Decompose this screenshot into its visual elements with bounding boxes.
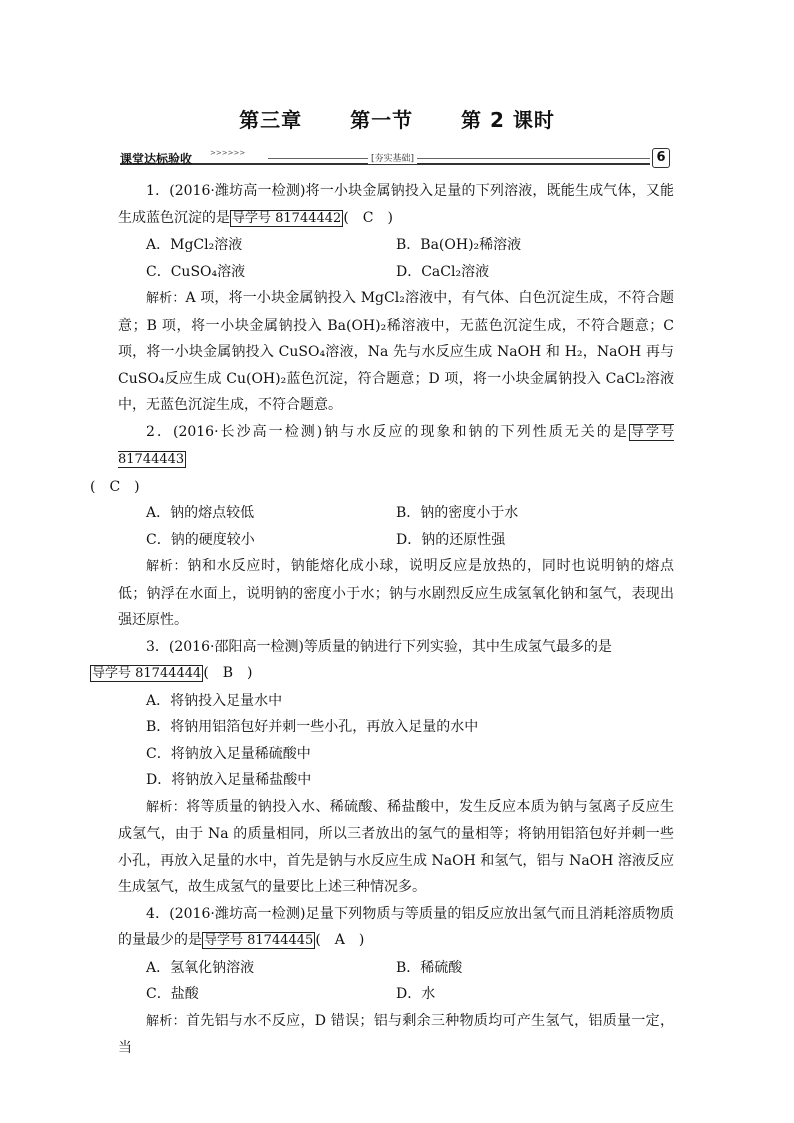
answer: ( B )	[203, 665, 253, 681]
question-stem: 3．(2016·邵阳高一检测)等质量的钠进行下列实验，其中生成氢气最多的是 导学号 81744444 ( B )	[92, 638, 612, 681]
options-row	[118, 500, 674, 527]
question-stem: 1．(2016·潍坊高一检测)将一小块金属钠投入足量的下列溶液，既能生成气体，又能生成蓝色沉淀的是 导学号 81744442 ( C )	[118, 183, 674, 226]
option-a: A．将钠投入足量水中	[146, 692, 283, 709]
section-banner	[118, 148, 672, 170]
analysis-label: 解析：	[146, 291, 186, 306]
analysis-label: 解析：	[146, 559, 188, 574]
analysis: 解析：将等质量的钠投入水、稀硫酸、稀盐酸中，发生反应本质为钠与氢离子反应生成氢气，由于 Na 的质量相同，所以三者放出的氢气的量相等；将钠用铝箔包好并刺一些小孔，再放入足量的水中，首先是钠与水反应生成 NaOH 和氢气，铝与 NaOH 溶液反应生成氢气，故生成氢气的量要比上述三种情况多。	[118, 798, 674, 895]
answer: ( A )	[315, 932, 365, 948]
guide-number-box: 导学号 81744444	[92, 666, 202, 681]
option-d: D．钠的还原性强	[396, 531, 506, 548]
banner-label: 课堂达标验收	[120, 152, 193, 166]
lesson-title: 第 2 课时	[461, 108, 555, 132]
option-b: B．Ba(OH)₂稀溶液	[396, 237, 522, 253]
option-c: C．盐酸	[146, 986, 199, 1002]
analysis: 解析：A 项，将一小块金属钠投入 MgCl₂溶液中，有气体、白色沉淀生成，不符合题意；B 项，将一小块金属钠投入 Ba(OH)₂稀溶液中，无蓝色沉淀生成，不符合题意；C 项，将一小块金属钠投入 CuSO₄溶液，Na 先与水反应生成 NaOH 和 H₂，NaOH 再与 CuSO₄反应生成 Cu(OH)₂蓝色沉淀，符合题意；D 项，将一小块金属钠投入 CaCl₂溶液中，无蓝色沉淀生成，不符合题意。	[118, 290, 674, 413]
options-row	[118, 955, 674, 982]
option-a: A．钠的熔点较低	[146, 505, 255, 521]
banner-count-badge: 6	[652, 148, 670, 168]
question-2	[90, 419, 674, 634]
banner-arrows: >>>>>>	[210, 149, 246, 157]
option-c: C．将钠放入足量稀硫酸中	[146, 745, 311, 762]
option-d: D．水	[396, 986, 436, 1002]
answer: ( C )	[343, 209, 393, 226]
answer: ( C )	[90, 478, 140, 495]
question-1	[118, 178, 674, 419]
question-stem: 2．(2016·长沙高一检测)钠与水反应的现象和钠的下列性质无关的是 导学号 81744443 ( C )	[90, 423, 674, 495]
option-a: A．MgCl₂溶液	[146, 237, 243, 253]
guide-number-box: 导学号 81744443	[118, 424, 674, 467]
option-c: C．钠的硬度较小	[146, 531, 255, 548]
question-3	[92, 634, 674, 901]
page-title	[0, 104, 794, 133]
options-row	[118, 232, 674, 259]
option-b: B．将钠用铝箔包好并刺一些小孔，再放入足量的水中	[146, 719, 479, 735]
analysis: 解析：首先铝与水不反应，D 错误；铝与剩余三种物质均可产生氢气，铝质量一定，当	[118, 1012, 674, 1056]
question-list	[90, 178, 674, 1062]
section-title: 第一节	[350, 108, 414, 132]
banner-center-tag: [夯实基础]	[368, 151, 417, 164]
banner-rule-thin	[268, 158, 650, 159]
option-b: B．钠的密度小于水	[396, 505, 519, 521]
option-b: B．稀硫酸	[396, 959, 463, 976]
chapter-title: 第三章	[239, 108, 303, 132]
option-d: D．CaCl₂溶液	[396, 263, 490, 280]
option-d: D．将钠放入足量稀盐酸中	[146, 772, 312, 788]
analysis-label: 解析：	[146, 799, 187, 815]
options-row	[118, 259, 674, 286]
option-c: C．CuSO₄溶液	[146, 263, 246, 280]
options-row	[118, 981, 674, 1008]
guide-number-box: 导学号 81744442	[232, 210, 342, 226]
question-stem: 4．(2016·潍坊高一检测)足量下列物质与等质量的铝反应放出氢气而且消耗溶质物质的量最少的是 导学号 81744445 ( A )	[118, 905, 674, 948]
analysis-label: 解析：	[146, 1013, 186, 1029]
options-row	[118, 527, 674, 554]
question-4	[118, 901, 674, 1062]
guide-number-box: 导学号 81744445	[204, 933, 314, 948]
option-a: A．氢氧化钠溶液	[146, 959, 255, 976]
analysis: 解析：钠和水反应时，钠能熔化成小球，说明反应是放热的，同时也说明钠的熔点低；钠浮在水面上，说明钠的密度小于水；钠与水剧烈反应生成氢氧化钠和氢气，表现出强还原性。	[118, 558, 674, 628]
